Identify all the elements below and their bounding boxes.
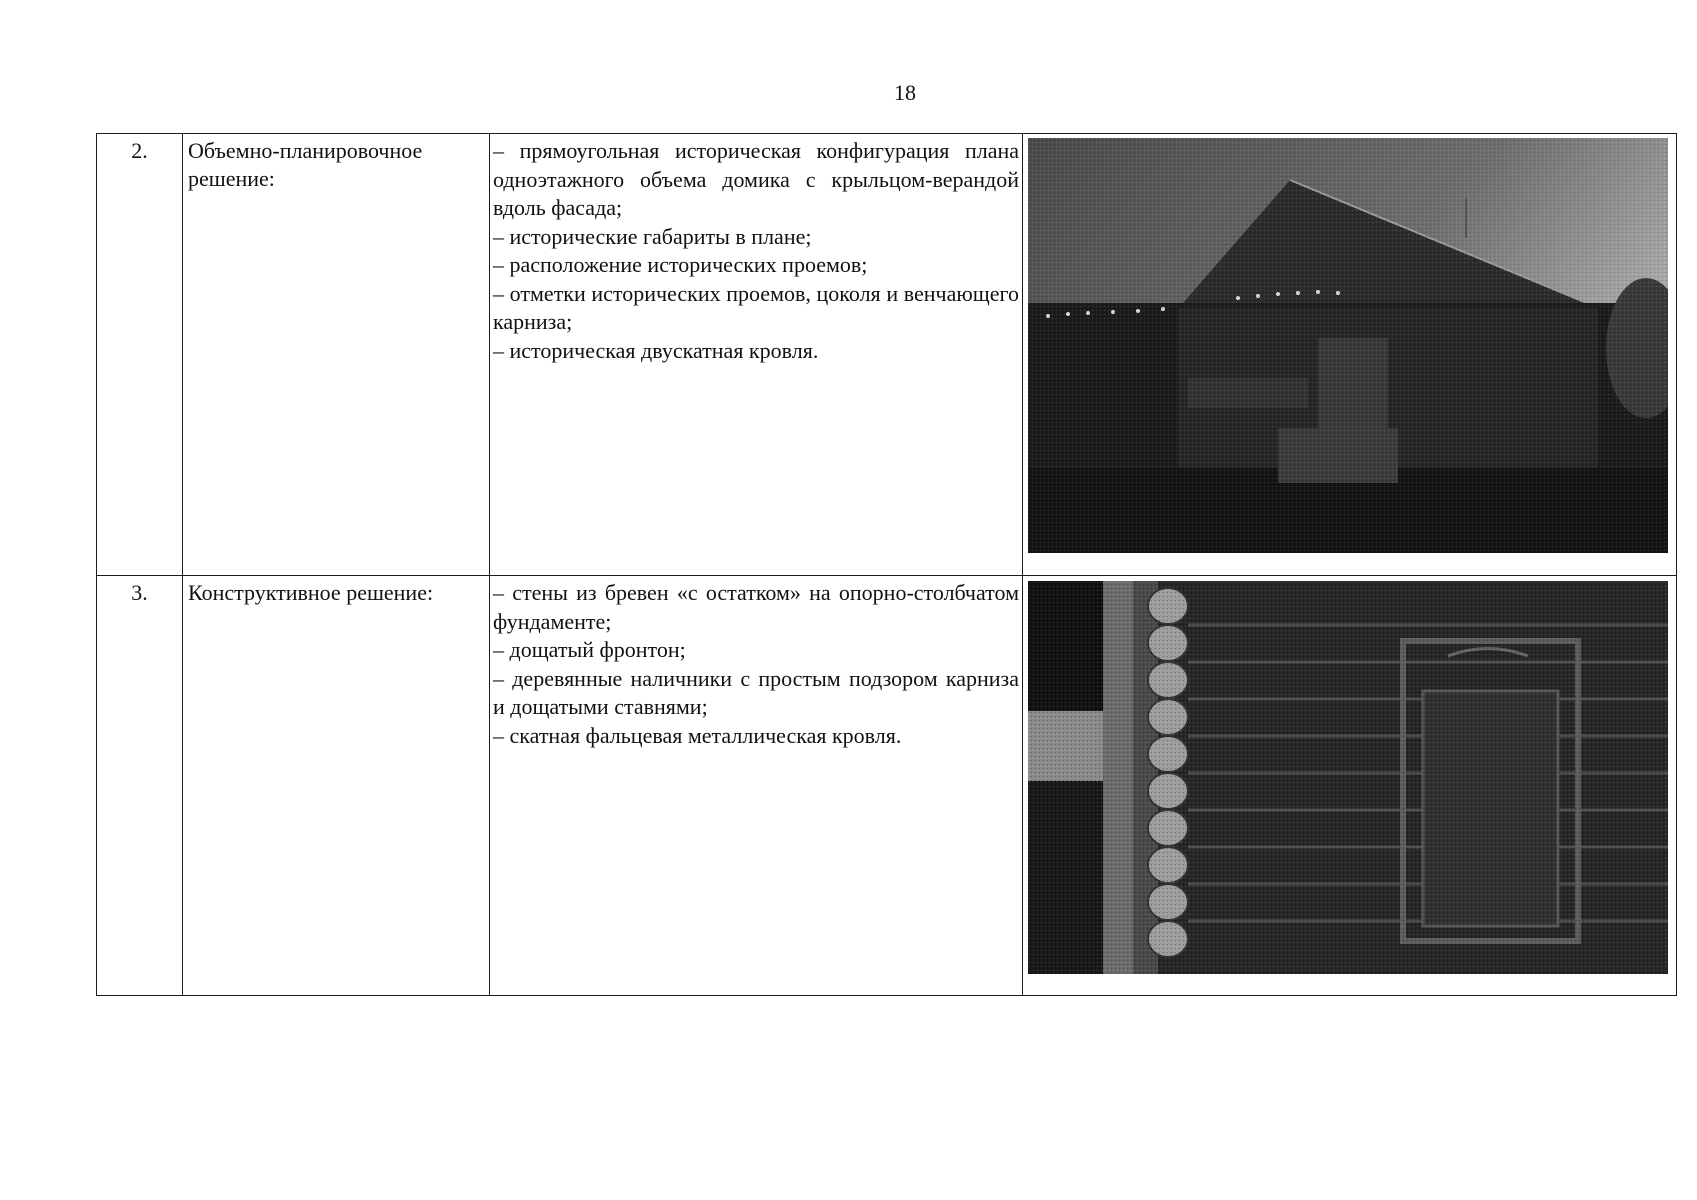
list-item: – расположение исторических проемов;	[493, 252, 868, 277]
photo-cell	[1023, 576, 1677, 996]
table-row	[97, 134, 1677, 576]
list-item: – историческая двускатная кровля.	[493, 337, 819, 363]
list-item: – отметки исторических проемов, цоколя и венчающего карниза;	[493, 280, 1019, 334]
page-number: 18	[894, 80, 916, 105]
row-description	[490, 576, 1023, 996]
row-number: 2.	[97, 134, 183, 576]
row-title: Объемно-планировочное решение:	[183, 134, 490, 576]
list-item: – деревянные наличники с простым подзором карниза и дощатыми ставнями;	[493, 665, 1019, 719]
list-item: – скатная фальцевая металлическая кровля.	[493, 722, 902, 748]
log-wall-photo	[1028, 581, 1668, 974]
list-item: – прямоугольная историческая конфигурация плана одноэтажного объема домика с крыльцом-верандой вдоль фасада;	[493, 138, 1019, 220]
photo-cell	[1023, 134, 1677, 576]
monument-features-table	[96, 133, 1677, 996]
row-description	[490, 134, 1023, 576]
table-row	[97, 576, 1677, 996]
list-item: – исторические габариты в плане;	[493, 223, 812, 249]
house-photo	[1028, 138, 1668, 553]
list-item: – дощатый фронтон;	[493, 637, 686, 662]
row-title: Конструктивное решение:	[183, 576, 490, 996]
list-item: – стены из бревен «с остатком» на опорно-столбчатом фундаменте;	[493, 580, 1019, 634]
row-number: 3.	[97, 576, 183, 996]
